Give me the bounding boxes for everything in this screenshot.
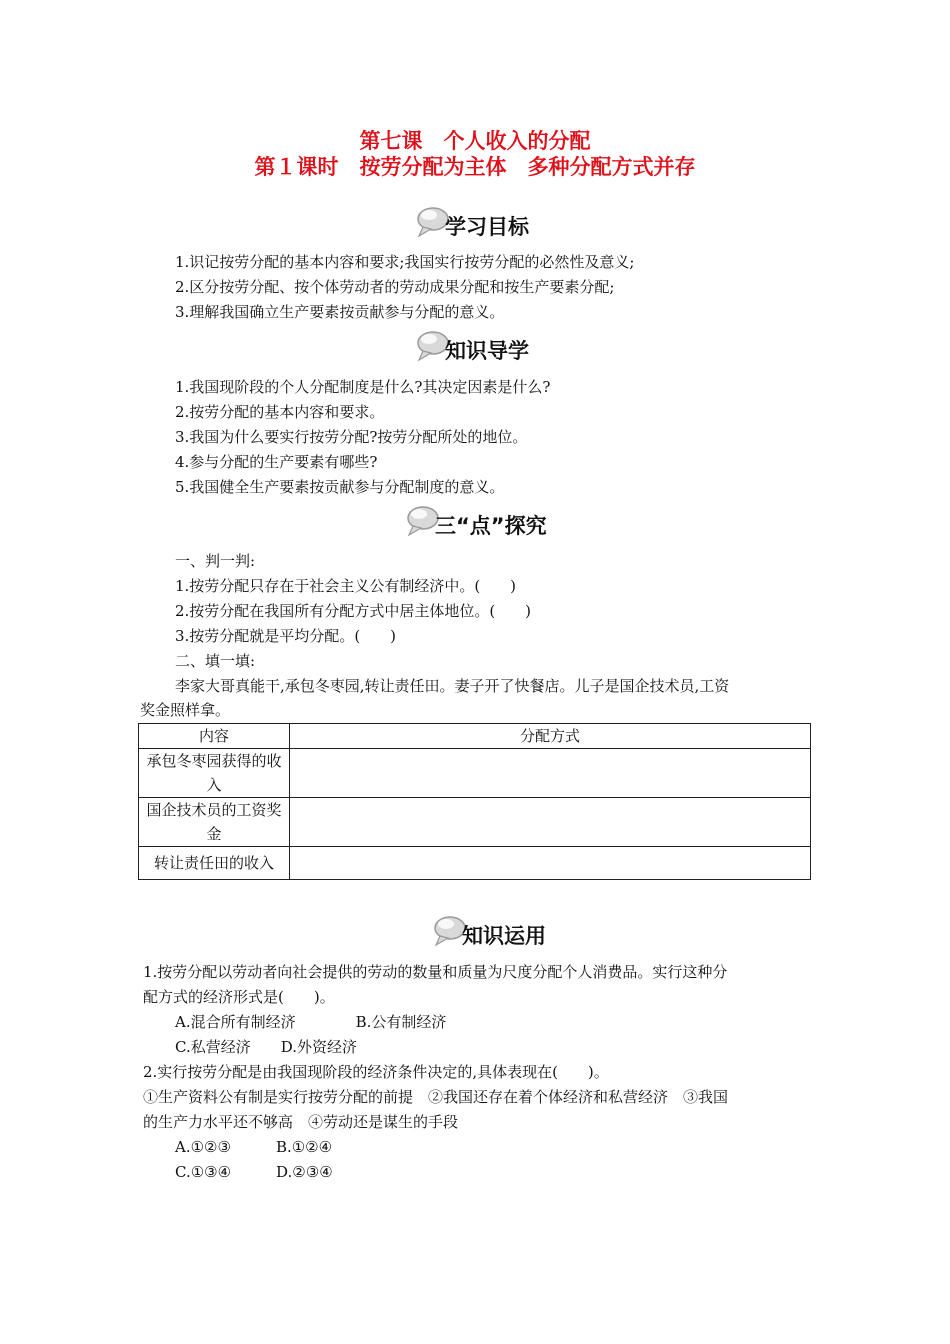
apply-heading-label: 知识运用 [462, 924, 546, 948]
guide-item: 4.参与分配的生产要素有哪些? [175, 453, 378, 471]
question-1-options: C.私营经济 D.外资经济 [175, 1038, 357, 1056]
table-row [139, 847, 811, 880]
question-1-options: A.混合所有制经济 B.公有制经济 [175, 1013, 447, 1031]
question-1-text: 1.按劳分配以劳动者向社会提供的劳动的数量和质量为尺度分配个人消费品。实行这种分 [143, 963, 728, 981]
question-2-text: 2.实行按劳分配是由我国现阶段的经济条件决定的,具体表现在( )。 [143, 1063, 609, 1081]
table-cell-answer[interactable] [290, 798, 811, 847]
apply-heading [432, 912, 582, 952]
explore-heading [405, 502, 575, 542]
table-cell-content: 承包冬枣园获得的收入 [139, 749, 290, 798]
guide-item: 1.我国现阶段的个人分配制度是什么?其决定因素是什么? [175, 378, 551, 396]
question-1-text: 配方式的经济形式是( )。 [143, 988, 335, 1006]
fill-text: 李家大哥真能干,承包冬枣园,转让责任田。妻子开了快餐店。儿子是国企技术员,工资 [175, 677, 730, 695]
lesson-title: 第七课 个人收入的分配 [359, 128, 591, 153]
guide-heading [415, 327, 565, 367]
judge-item: 3.按劳分配就是平均分配。( ) [175, 627, 397, 645]
table-cell-content: 转让责任田的收入 [139, 847, 290, 880]
table-row [139, 798, 811, 847]
session-title: 第１课时 按劳分配为主体 多种分配方式并存 [254, 154, 696, 179]
judge-title: 一、判一判: [175, 552, 256, 570]
goal-item: 2.区分按劳分配、按个体劳动者的劳动成果分配和按生产要素分配; [175, 278, 615, 296]
table-cell-answer[interactable] [290, 749, 811, 798]
judge-item: 2.按劳分配在我国所有分配方式中居主体地位。( ) [175, 602, 532, 620]
explore-heading-label: 三“点”探究 [435, 514, 547, 538]
guide-heading-label: 知识导学 [445, 339, 529, 363]
distribution-table [138, 723, 811, 880]
question-2-text: ①生产资料公有制是实行按劳分配的前提 ②我国还存在着个体经济和私营经济 ③我国 [143, 1088, 729, 1106]
question-2-options: A.①②③ B.①②④ [175, 1138, 333, 1156]
goals-heading [415, 203, 565, 243]
goals-heading-label: 学习目标 [445, 215, 529, 239]
judge-item: 1.按劳分配只存在于社会主义公有制经济中。( ) [175, 577, 517, 595]
goal-item: 1.识记按劳分配的基本内容和要求;我国实行按劳分配的必然性及意义; [175, 253, 635, 271]
question-2-options: C.①③④ D.②③④ [175, 1163, 333, 1181]
table-header-row [139, 724, 811, 749]
fill-text: 奖金照样拿。 [140, 701, 231, 719]
table-header-method: 分配方式 [290, 724, 811, 749]
guide-item: 3.我国为什么要实行按劳分配?按劳分配所处的地位。 [175, 428, 528, 446]
table-cell-answer[interactable] [290, 847, 811, 880]
question-2-text: 的生产力水平还不够高 ④劳动还是谋生的手段 [143, 1113, 459, 1131]
table-cell-content: 国企技术员的工资奖金 [139, 798, 290, 847]
guide-item: 5.我国健全生产要素按贡献参与分配制度的意义。 [175, 478, 505, 496]
fill-title: 二、填一填: [175, 652, 256, 670]
table-row [139, 749, 811, 798]
goal-item: 3.理解我国确立生产要素按贡献参与分配的意义。 [175, 303, 505, 321]
table-header-content: 内容 [139, 724, 290, 749]
guide-item: 2.按劳分配的基本内容和要求。 [175, 403, 385, 421]
